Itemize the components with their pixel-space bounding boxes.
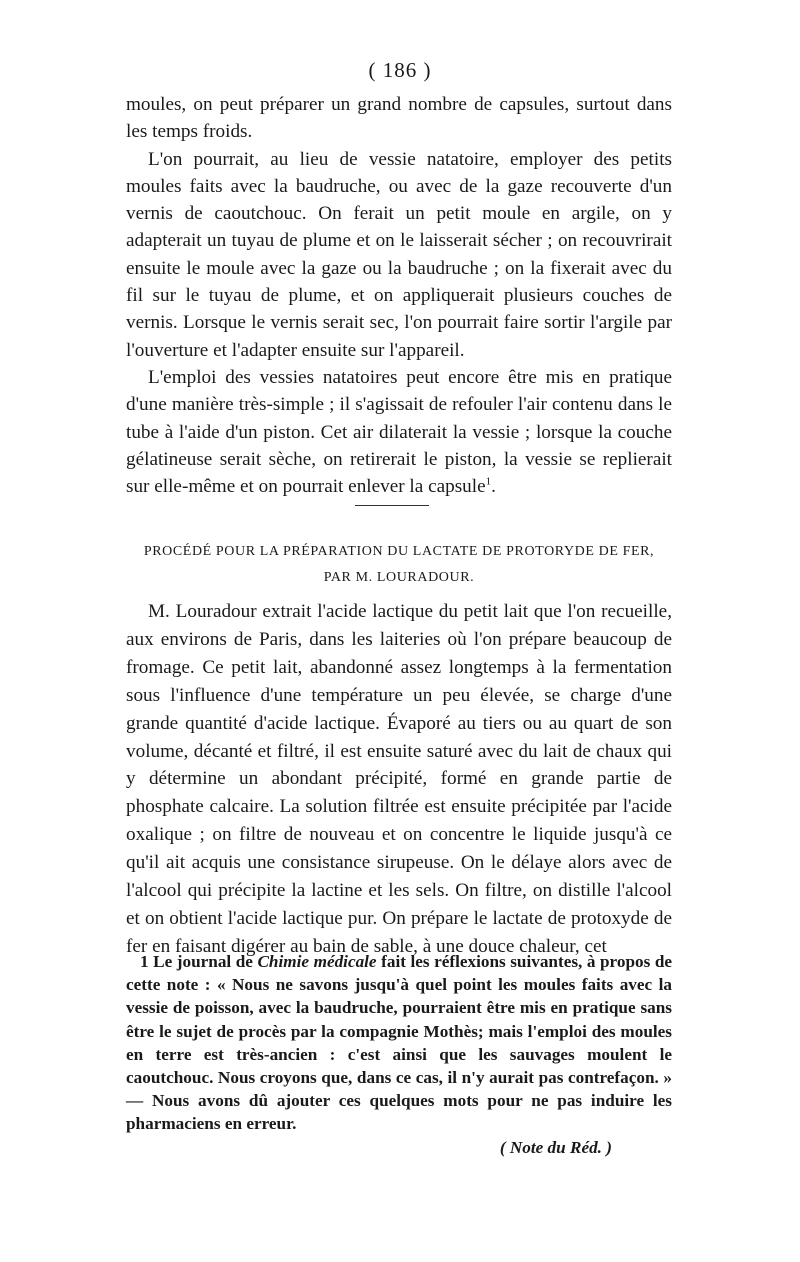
footnote-text-after: fait les réflexions suivantes, à propos de cette note : « Nous ne savons jusqu'à quel point les moules faits avec la vessie de poisson, avec la baudruche, pourraient être mis en pratique sans être le sujet de procès par la compagnie Mothès; mais l'emploi des moules en terre est très-ancien : c'est ainsi que les sauvages moulent le caoutchouc. Nous croyons que, dans ce cas, il n'y aurait pas contrefaçon. » — Nous avons dû ajouter ces quelques mots pour ne pas induire les pharmaciens en erreur. (126, 952, 673, 1134)
paragraph-4: M. Louradour extrait l'acide lactique du petit lait que l'on recueille, aux environs de Paris, dans les laiteries où l'on prépare beaucoup de fromage. Ce petit lait, abandonné assez longtemps à la fermentation sous l'influence d'une température un peu élevée, se charge d'une grande quantité d'acide lactique. Évaporé au tiers ou au quart de son volume, décanté et filtré, il est ensuite saturé avec du lait de chaux qui y détermine un abondant précipité, formé en grande partie de phosphate calcaire. La solution filtrée est ensuite précipitée par l'acide oxalique ; on filtre de nouveau et on concentre le liquide jusqu'à ce qu'il ait acquis une consistance sirupeuse. On le délaye alors avec de l'alcool qui précipite la lactine et les sels. On filtre, on distille l'alcool et on obtient l'acide lactique pur. On prépare le lactate de protoxyde de fer en faisant digérer au bain de sable, à une douce chaleur, cet (126, 601, 672, 957)
footnote-marker: 1 (140, 952, 149, 971)
section-2-title (126, 539, 672, 591)
section-2-text (126, 598, 672, 961)
footnote-journal: Chimie médicale (257, 952, 377, 971)
paragraph-2: L'on pourrait, au lieu de vessie natatoire, employer des petits moules faits avec la baudruche, ou avec de la gaze recouverte d'un vernis de caoutchouc. On ferait un petit moule en argile, on y adapterait un tuyau de plume et on le laisserait sécher ; on recouvrirait ensuite le moule avec la gaze ou la baudruche ; on la fixerait avec du fil sur le tuyau de plume, et on appliquerait plusieurs couches de vernis. Lorsque le vernis serait sec, l'on pourrait faire sortir l'argile par l'ouverture et l'adapter ensuite sur l'appareil. (126, 148, 672, 361)
footnote-text-before: Le journal de (153, 952, 253, 971)
footnote-block (126, 950, 672, 1159)
footnote-ref: 1 (485, 475, 492, 488)
paragraph-3: L'emploi des vessies natatoires peut encore être mis en pratique d'une manière très-simple ; il s'agissait de refouler l'air contenu dans le tube à l'aide d'un piston. Cet air dilaterait la vessie ; lorsque la couche gélatineuse serait sèche, on retirerait le piston, la vessie se replierait sur elle-même et on pourrait enlever la capsule$^1$. (126, 366, 672, 498)
section-1-text (126, 91, 672, 500)
section-separator (355, 505, 429, 506)
page-number: ( 186 ) (368, 58, 432, 82)
paragraph-3-text: L'emploi des vessies natatoires peut encore être mis en pratique d'une manière très-simple ; il s'agissait de refouler l'air contenu dans le tube à l'aide d'un piston. Cet air dilaterait la vessie ; lorsque la couche gélatineuse serait sèche, on retirerait le piston, la vessie se replierait sur elle-même et on pourrait enlever la capsule (126, 366, 672, 498)
paragraph-1: moules, on peut préparer un grand nombre de capsules, surtout dans les temps froids. (126, 94, 672, 143)
footnote-signature: ( Note du Réd. ) (499, 1137, 612, 1157)
section-title-line-1: PROCÉDÉ POUR LA PRÉPARATION DU LACTATE DE PROTORYDE DE FER, (143, 544, 655, 559)
footnote-1 (126, 950, 672, 1136)
section-title-line-2: PAR M. LOURADOUR. (323, 570, 475, 585)
